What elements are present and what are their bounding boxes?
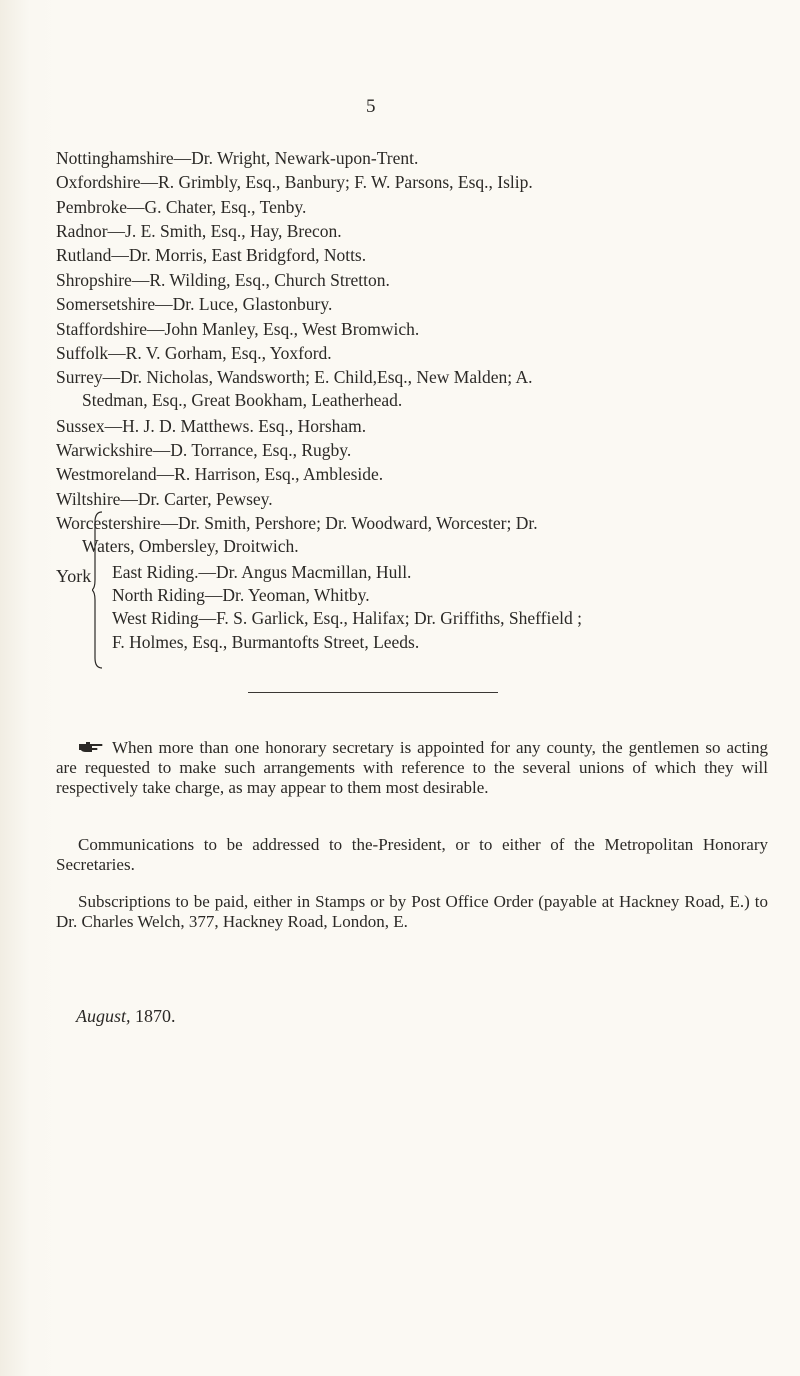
- entry-somersetshire: Somersetshire—Dr. Luce, Glastonbury.: [56, 294, 333, 314]
- entry-surrey: Surrey—Dr. Nicholas, Wandsworth; E. Child,Esq., New Malden; A.: [56, 367, 533, 387]
- york-brace-icon: [92, 510, 104, 670]
- york-east-riding: East Riding.—Dr. Angus Macmillan, Hull.: [112, 562, 412, 582]
- entry-rutland: Rutland—Dr. Morris, East Bridgford, Notts.: [56, 245, 367, 265]
- entry-wiltshire: Wiltshire—Dr. Carter, Pewsey.: [56, 489, 273, 509]
- entry-worcestershire-continued: Waters, Ombersley, Droitwich.: [82, 536, 299, 556]
- entry-oxfordshire: Oxfordshire—R. Grimbly, Esq., Banbury; F. W. Parsons, Esq., Islip.: [56, 172, 533, 192]
- york-west-riding-continued: F. Holmes, Esq., Burmantofts Street, Leeds.: [112, 632, 420, 652]
- york-label: York: [56, 566, 92, 586]
- notice-paragraph-subscriptions-text: Subscriptions to be paid, either in Stamps or by Post Office Order (payable at Hackney Road, E.) to Dr. Charles Welch, 377, Hackney Road, London, E.: [56, 892, 768, 931]
- pointing-hand-icon: [78, 740, 104, 754]
- section-divider: [248, 692, 498, 693]
- entry-radnor: Radnor—J. E. Smith, Esq., Hay, Brecon.: [56, 221, 342, 241]
- entry-pembroke: Pembroke—G. Chater, Esq., Tenby.: [56, 197, 307, 217]
- page-number: 5: [366, 96, 376, 117]
- notice-paragraph-secretaries: [56, 738, 768, 798]
- date-month: August,: [76, 1006, 131, 1026]
- entry-nottinghamshire: Nottinghamshire—Dr. Wright, Newark-upon-Trent.: [56, 148, 419, 168]
- date-year: 1870.: [135, 1006, 176, 1026]
- york-west-riding: West Riding—F. S. Garlick, Esq., Halifax; Dr. Griffiths, Sheffield ;: [112, 608, 582, 628]
- date-line: [76, 1006, 176, 1027]
- entry-suffolk: Suffolk—R. V. Gorham, Esq., Yoxford.: [56, 343, 332, 363]
- entry-sussex: Sussex—H. J. D. Matthews. Esq., Horsham.: [56, 416, 367, 436]
- notice-paragraph-communications: [56, 835, 768, 875]
- notice-paragraph-subscriptions: [56, 892, 768, 932]
- york-north-riding: North Riding—Dr. Yeoman, Whitby.: [112, 585, 370, 605]
- entry-westmoreland: Westmoreland—R. Harrison, Esq., Ambleside.: [56, 464, 384, 484]
- notice-paragraph-secretaries-text: When more than one honorary secretary is appointed for any county, the gentlemen so acting are requested to make such arrangements with reference to the several unions of which they will respectively take charge, as may appear to them most desirable.: [56, 738, 768, 797]
- entry-surrey-continued: Stedman, Esq., Great Bookham, Leatherhead.: [82, 390, 403, 410]
- entry-worcestershire: Worcestershire—Dr. Smith, Pershore; Dr. Woodward, Worcester; Dr.: [56, 513, 538, 533]
- entry-warwickshire: Warwickshire—D. Torrance, Esq., Rugby.: [56, 440, 352, 460]
- entry-staffordshire: Staffordshire—John Manley, Esq., West Bromwich.: [56, 319, 420, 339]
- entry-shropshire: Shropshire—R. Wilding, Esq., Church Stretton.: [56, 270, 390, 290]
- notice-paragraph-communications-text: Communications to be addressed to the-President, or to either of the Metropolitan Honorary Secretaries.: [56, 835, 768, 874]
